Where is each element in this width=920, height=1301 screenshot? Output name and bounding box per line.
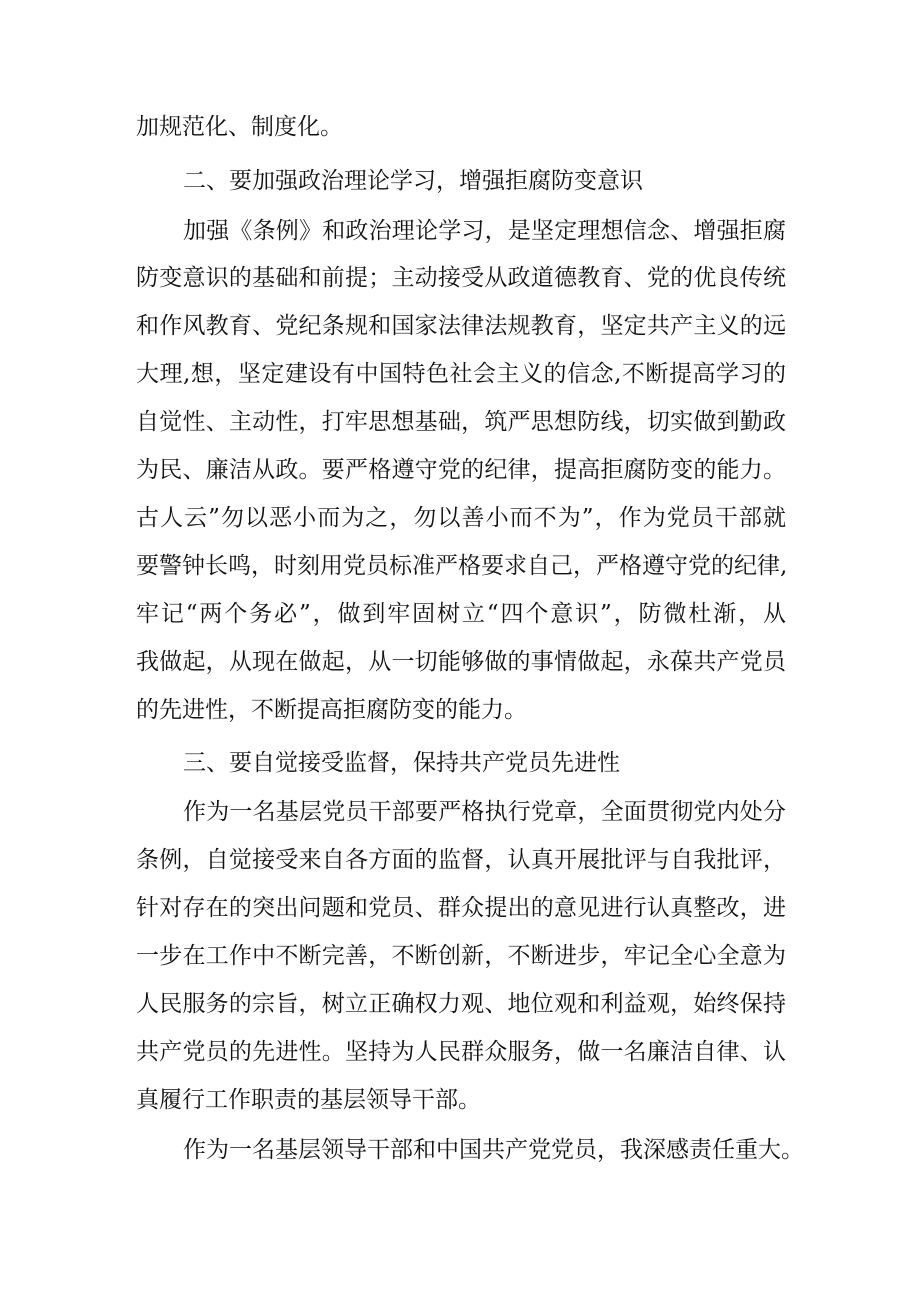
paragraph-line: 和作风教育、党纪条规和国家法律法规教育，坚定共产主义的远 xyxy=(136,313,786,339)
paragraph-line: 针对存在的突出问题和党员、群众提出的意见进行认真整改，进 xyxy=(136,895,786,921)
paragraph-line: 防变意识的基础和前提；主动接受从政道德教育、党的优良传统 xyxy=(136,265,786,291)
paragraph-line: 共产党员的先进性。坚持为人民群众服务，做一名廉洁自律、认 xyxy=(136,1039,786,1065)
paragraph-line: 加强《条例》和政治理论学习，是坚定理想信念、增强拒腐 xyxy=(183,218,786,244)
section-heading-3: 三、要自觉接受监督，保持共产党员先进性 xyxy=(183,750,620,776)
paragraph-line: 真履行工作职责的基层领导干部。 xyxy=(136,1087,481,1113)
paragraph-line: 大理,想，坚定建设有中国特色社会主义的信念,不断提高学习的 xyxy=(136,361,786,387)
paragraph-line: 一步在工作中不断完善，不断创新，不断进步，牢记全心全意为 xyxy=(136,943,786,969)
paragraph-line: 牢记“两个务必”，做到牢固树立“四个意识”，防微杜渐，从 xyxy=(136,601,786,627)
paragraph-line: 的先进性，不断提高拒腐防变的能力。 xyxy=(136,697,527,723)
section-heading-2: 二、要加强政治理论学习，增强拒腐防变意识 xyxy=(183,168,643,194)
paragraph-line: 要警钟长鸣，时刻用党员标准严格要求自己，严格遵守党的纪律, xyxy=(136,553,788,579)
continuation-line: 加规范化、制度化。 xyxy=(136,114,343,140)
paragraph-line: 古人云”勿以恶小而为之，勿以善小而不为”，作为党员干部就 xyxy=(136,505,786,531)
paragraph-line: 作为一名基层党员干部要严格执行党章，全面贯彻党内处分 xyxy=(183,799,786,825)
paragraph-line: 条例，自觉接受来自各方面的监督，认真开展批评与自我批评， xyxy=(136,847,786,873)
closing-line: 作为一名基层领导干部和中国共产党党员，我深感责任重大。 xyxy=(183,1137,804,1163)
paragraph-line: 为民、廉洁从政。要严格遵守党的纪律，提高拒腐防变的能力。 xyxy=(136,457,786,483)
paragraph-line: 我做起，从现在做起，从一切能够做的事情做起，永葆共产党员 xyxy=(136,649,786,675)
paragraph-line: 人民服务的宗旨，树立正确权力观、地位观和利益观，始终保持 xyxy=(136,991,786,1017)
paragraph-line: 自觉性、主动性，打牢思想基础，筑严思想防线，切实做到勤政 xyxy=(136,409,786,435)
